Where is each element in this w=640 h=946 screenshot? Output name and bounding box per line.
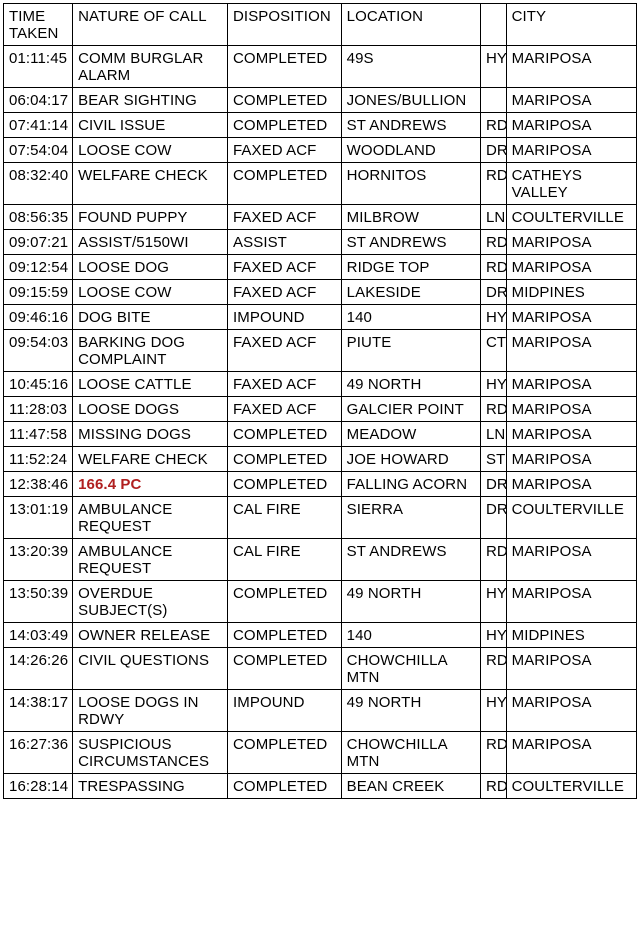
cell-nature-of-call: FOUND PUPPY bbox=[73, 205, 228, 230]
cell-location: 49S bbox=[341, 46, 480, 88]
cell-street-suffix: DR bbox=[480, 280, 506, 305]
cell-disposition: COMPLETED bbox=[228, 472, 342, 497]
cell-time-taken: 16:27:36 bbox=[4, 732, 73, 774]
table-row bbox=[4, 163, 637, 205]
header-city: CITY bbox=[506, 4, 636, 46]
table-row bbox=[4, 138, 637, 163]
cell-city: CATHEYS VALLEY bbox=[506, 163, 636, 205]
cell-street-suffix: ST bbox=[480, 447, 506, 472]
table-row bbox=[4, 422, 637, 447]
cell-street-suffix: RD bbox=[480, 774, 506, 799]
cell-time-taken: 07:41:14 bbox=[4, 113, 73, 138]
cell-street-suffix bbox=[480, 88, 506, 113]
table-header bbox=[4, 4, 637, 46]
cell-time-taken: 11:52:24 bbox=[4, 447, 73, 472]
cell-street-suffix: RD bbox=[480, 648, 506, 690]
cell-disposition: COMPLETED bbox=[228, 163, 342, 205]
cell-disposition: COMPLETED bbox=[228, 732, 342, 774]
cell-time-taken: 14:26:26 bbox=[4, 648, 73, 690]
cell-city: COULTERVILLE bbox=[506, 205, 636, 230]
cell-disposition: FAXED ACF bbox=[228, 280, 342, 305]
table-row bbox=[4, 774, 637, 799]
cell-city: MARIPOSA bbox=[506, 472, 636, 497]
cell-location: WOODLAND bbox=[341, 138, 480, 163]
cell-disposition: COMPLETED bbox=[228, 774, 342, 799]
cell-location: FALLING ACORN bbox=[341, 472, 480, 497]
cell-city: MARIPOSA bbox=[506, 113, 636, 138]
cell-time-taken: 14:38:17 bbox=[4, 690, 73, 732]
cell-disposition: ASSIST bbox=[228, 230, 342, 255]
cell-location: MILBROW bbox=[341, 205, 480, 230]
cell-street-suffix: HY bbox=[480, 623, 506, 648]
cell-disposition: IMPOUND bbox=[228, 305, 342, 330]
cell-location: 140 bbox=[341, 623, 480, 648]
cell-location: PIUTE bbox=[341, 330, 480, 372]
cell-street-suffix: CT bbox=[480, 330, 506, 372]
cell-city: MIDPINES bbox=[506, 280, 636, 305]
cell-time-taken: 13:20:39 bbox=[4, 539, 73, 581]
cell-location: ST ANDREWS bbox=[341, 230, 480, 255]
cell-time-taken: 08:56:35 bbox=[4, 205, 73, 230]
cell-location: 49 NORTH bbox=[341, 372, 480, 397]
table-row bbox=[4, 623, 637, 648]
cell-street-suffix: HY bbox=[480, 305, 506, 330]
cell-street-suffix: LN bbox=[480, 422, 506, 447]
cell-street-suffix: RD bbox=[480, 255, 506, 280]
table-row bbox=[4, 732, 637, 774]
cell-location: CHOWCHILLA MTN bbox=[341, 648, 480, 690]
cell-street-suffix: RD bbox=[480, 230, 506, 255]
cell-city: MARIPOSA bbox=[506, 648, 636, 690]
cell-disposition: FAXED ACF bbox=[228, 138, 342, 163]
cell-nature-of-call: BARKING DOG COMPLAINT bbox=[73, 330, 228, 372]
table-row bbox=[4, 581, 637, 623]
cell-nature-of-call: AMBULANCE REQUEST bbox=[73, 497, 228, 539]
cell-location: SIERRA bbox=[341, 497, 480, 539]
cell-location: JOE HOWARD bbox=[341, 447, 480, 472]
cell-location: GALCIER POINT bbox=[341, 397, 480, 422]
header-nature-of-call: NATURE OF CALL bbox=[73, 4, 228, 46]
cell-nature-of-call: CIVIL QUESTIONS bbox=[73, 648, 228, 690]
header-disposition: DISPOSITION bbox=[228, 4, 342, 46]
cell-street-suffix: HY bbox=[480, 581, 506, 623]
table-row bbox=[4, 472, 637, 497]
cell-location: ST ANDREWS bbox=[341, 113, 480, 138]
cell-disposition: FAXED ACF bbox=[228, 205, 342, 230]
cell-time-taken: 09:07:21 bbox=[4, 230, 73, 255]
cell-city: MARIPOSA bbox=[506, 447, 636, 472]
call-log-table bbox=[3, 3, 637, 799]
cell-time-taken: 09:12:54 bbox=[4, 255, 73, 280]
header-time-taken: TIME TAKEN bbox=[4, 4, 73, 46]
table-row bbox=[4, 113, 637, 138]
cell-street-suffix: RD bbox=[480, 113, 506, 138]
cell-street-suffix: DR bbox=[480, 497, 506, 539]
cell-city: COULTERVILLE bbox=[506, 774, 636, 799]
cell-time-taken: 12:38:46 bbox=[4, 472, 73, 497]
table-row bbox=[4, 46, 637, 88]
table-body bbox=[4, 46, 637, 799]
cell-city: MARIPOSA bbox=[506, 255, 636, 280]
cell-nature-of-call: MISSING DOGS bbox=[73, 422, 228, 447]
cell-time-taken: 09:46:16 bbox=[4, 305, 73, 330]
cell-disposition: COMPLETED bbox=[228, 447, 342, 472]
cell-nature-of-call: OVERDUE SUBJECT(S) bbox=[73, 581, 228, 623]
cell-disposition: COMPLETED bbox=[228, 88, 342, 113]
cell-city: MARIPOSA bbox=[506, 539, 636, 581]
cell-nature-of-call: LOOSE CATTLE bbox=[73, 372, 228, 397]
cell-location: 49 NORTH bbox=[341, 690, 480, 732]
cell-street-suffix: RD bbox=[480, 163, 506, 205]
cell-time-taken: 09:15:59 bbox=[4, 280, 73, 305]
cell-city: MARIPOSA bbox=[506, 581, 636, 623]
cell-location: 49 NORTH bbox=[341, 581, 480, 623]
table-row bbox=[4, 255, 637, 280]
cell-nature-of-call: LOOSE COW bbox=[73, 280, 228, 305]
cell-nature-of-call: AMBULANCE REQUEST bbox=[73, 539, 228, 581]
cell-disposition: COMPLETED bbox=[228, 113, 342, 138]
cell-location: RIDGE TOP bbox=[341, 255, 480, 280]
cell-disposition: IMPOUND bbox=[228, 690, 342, 732]
header-street-suffix bbox=[480, 4, 506, 46]
cell-location: JONES/BULLION bbox=[341, 88, 480, 113]
table-row bbox=[4, 648, 637, 690]
cell-city: MARIPOSA bbox=[506, 88, 636, 113]
cell-street-suffix: DR bbox=[480, 472, 506, 497]
table-row bbox=[4, 447, 637, 472]
cell-location: BEAN CREEK bbox=[341, 774, 480, 799]
cell-disposition: COMPLETED bbox=[228, 422, 342, 447]
cell-nature-of-call: DOG BITE bbox=[73, 305, 228, 330]
cell-street-suffix: RD bbox=[480, 539, 506, 581]
cell-time-taken: 01:11:45 bbox=[4, 46, 73, 88]
cell-time-taken: 16:28:14 bbox=[4, 774, 73, 799]
cell-disposition: COMPLETED bbox=[228, 46, 342, 88]
cell-disposition: COMPLETED bbox=[228, 623, 342, 648]
cell-time-taken: 09:54:03 bbox=[4, 330, 73, 372]
cell-city: MARIPOSA bbox=[506, 330, 636, 372]
table-row bbox=[4, 330, 637, 372]
cell-city: MIDPINES bbox=[506, 623, 636, 648]
header-row bbox=[4, 4, 637, 46]
cell-nature-of-call: LOOSE COW bbox=[73, 138, 228, 163]
cell-city: COULTERVILLE bbox=[506, 497, 636, 539]
cell-street-suffix: RD bbox=[480, 397, 506, 422]
table-row bbox=[4, 280, 637, 305]
cell-nature-of-call: BEAR SIGHTING bbox=[73, 88, 228, 113]
cell-disposition: CAL FIRE bbox=[228, 539, 342, 581]
cell-nature-of-call: LOOSE DOG bbox=[73, 255, 228, 280]
table-row bbox=[4, 690, 637, 732]
cell-time-taken: 13:50:39 bbox=[4, 581, 73, 623]
cell-time-taken: 10:45:16 bbox=[4, 372, 73, 397]
cell-street-suffix: HY bbox=[480, 690, 506, 732]
cell-nature-of-call: CIVIL ISSUE bbox=[73, 113, 228, 138]
cell-city: MARIPOSA bbox=[506, 305, 636, 330]
cell-disposition: FAXED ACF bbox=[228, 255, 342, 280]
cell-nature-of-call: TRESPASSING bbox=[73, 774, 228, 799]
cell-disposition: FAXED ACF bbox=[228, 330, 342, 372]
cell-time-taken: 08:32:40 bbox=[4, 163, 73, 205]
table-row bbox=[4, 539, 637, 581]
cell-city: MARIPOSA bbox=[506, 422, 636, 447]
table-row bbox=[4, 205, 637, 230]
cell-time-taken: 14:03:49 bbox=[4, 623, 73, 648]
cell-city: MARIPOSA bbox=[506, 46, 636, 88]
cell-city: MARIPOSA bbox=[506, 732, 636, 774]
cell-nature-of-call: 166.4 PC bbox=[73, 472, 228, 497]
header-location: LOCATION bbox=[341, 4, 480, 46]
cell-time-taken: 06:04:17 bbox=[4, 88, 73, 113]
cell-disposition: COMPLETED bbox=[228, 648, 342, 690]
cell-street-suffix: DR bbox=[480, 138, 506, 163]
cell-disposition: FAXED ACF bbox=[228, 372, 342, 397]
cell-city: MARIPOSA bbox=[506, 372, 636, 397]
cell-nature-of-call: WELFARE CHECK bbox=[73, 447, 228, 472]
cell-street-suffix: HY bbox=[480, 372, 506, 397]
cell-city: MARIPOSA bbox=[506, 397, 636, 422]
cell-nature-of-call: SUSPICIOUS CIRCUMSTANCES bbox=[73, 732, 228, 774]
cell-nature-of-call: COMM BURGLAR ALARM bbox=[73, 46, 228, 88]
table-row bbox=[4, 230, 637, 255]
cell-city: MARIPOSA bbox=[506, 690, 636, 732]
cell-time-taken: 11:28:03 bbox=[4, 397, 73, 422]
cell-location: 140 bbox=[341, 305, 480, 330]
table-row bbox=[4, 397, 637, 422]
cell-disposition: FAXED ACF bbox=[228, 397, 342, 422]
cell-location: ST ANDREWS bbox=[341, 539, 480, 581]
cell-nature-of-call: WELFARE CHECK bbox=[73, 163, 228, 205]
cell-time-taken: 11:47:58 bbox=[4, 422, 73, 447]
cell-street-suffix: RD bbox=[480, 732, 506, 774]
cell-time-taken: 13:01:19 bbox=[4, 497, 73, 539]
cell-location: CHOWCHILLA MTN bbox=[341, 732, 480, 774]
cell-nature-of-call: LOOSE DOGS bbox=[73, 397, 228, 422]
cell-disposition: CAL FIRE bbox=[228, 497, 342, 539]
cell-nature-of-call: ASSIST/5150WI bbox=[73, 230, 228, 255]
cell-location: MEADOW bbox=[341, 422, 480, 447]
cell-nature-of-call: OWNER RELEASE bbox=[73, 623, 228, 648]
cell-nature-of-call: LOOSE DOGS IN RDWY bbox=[73, 690, 228, 732]
cell-city: MARIPOSA bbox=[506, 230, 636, 255]
cell-location: LAKESIDE bbox=[341, 280, 480, 305]
cell-city: MARIPOSA bbox=[506, 138, 636, 163]
table-row bbox=[4, 497, 637, 539]
cell-street-suffix: LN bbox=[480, 205, 506, 230]
cell-disposition: COMPLETED bbox=[228, 581, 342, 623]
table-row bbox=[4, 305, 637, 330]
table-row bbox=[4, 372, 637, 397]
table-row bbox=[4, 88, 637, 113]
cell-street-suffix: HY bbox=[480, 46, 506, 88]
cell-time-taken: 07:54:04 bbox=[4, 138, 73, 163]
cell-location: HORNITOS bbox=[341, 163, 480, 205]
